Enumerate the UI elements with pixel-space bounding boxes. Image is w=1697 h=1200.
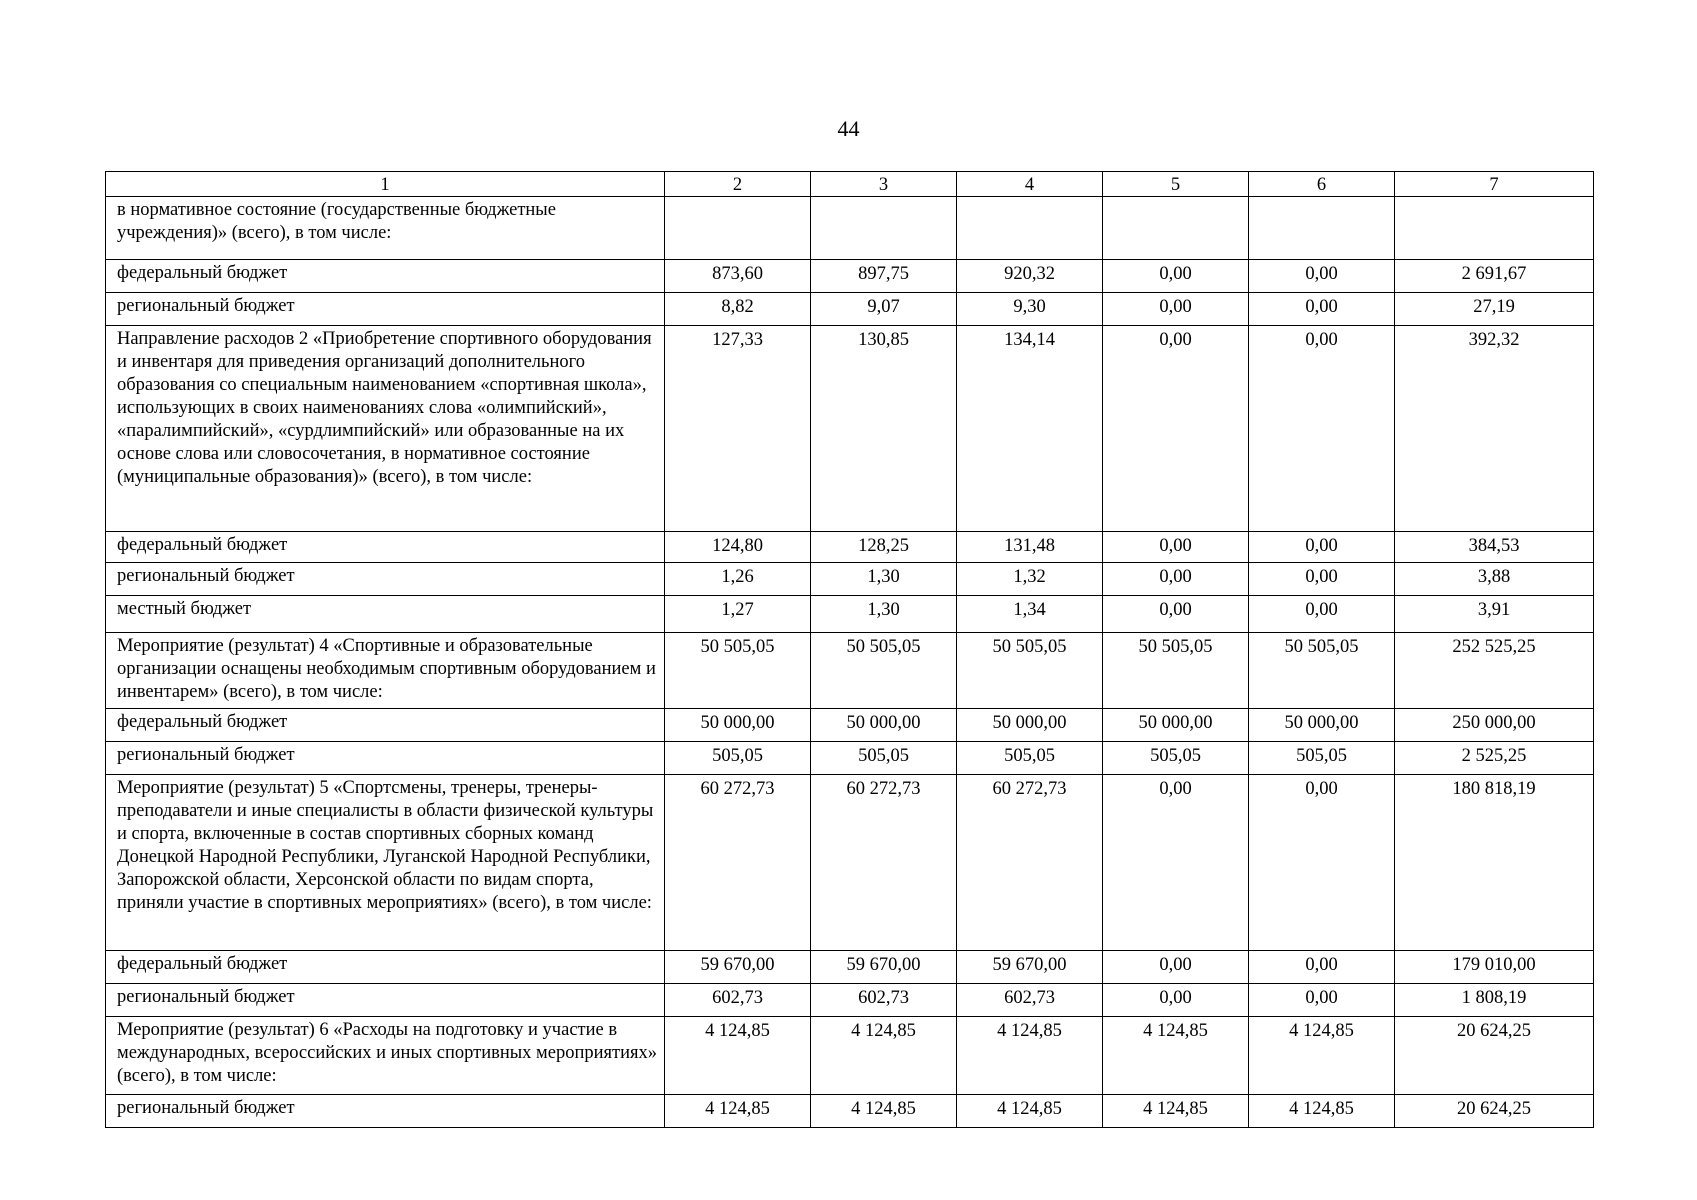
row-value: 1 808,19 — [1395, 984, 1594, 1017]
row-value: 0,00 — [1249, 951, 1395, 984]
row-label: федеральный бюджет — [106, 260, 665, 293]
row-value: 179 010,00 — [1395, 951, 1594, 984]
row-value: 59 670,00 — [957, 951, 1103, 984]
row-label: Мероприятие (результат) 6 «Расходы на подготовку и участие в международных, всероссийских и иных спортивных мероприятиях» (всего), в том числе: — [106, 1017, 665, 1095]
row-label: местный бюджет — [106, 596, 665, 633]
row-value: 602,73 — [665, 984, 811, 1017]
table-row — [106, 197, 1594, 260]
row-value: 59 670,00 — [665, 951, 811, 984]
row-value: 130,85 — [811, 326, 957, 532]
table-row — [106, 596, 1594, 633]
row-value: 20 624,25 — [1395, 1095, 1594, 1128]
row-value: 0,00 — [1103, 775, 1249, 951]
page-number: 44 — [837, 116, 860, 141]
table-row — [106, 326, 1594, 532]
row-value: 8,82 — [665, 293, 811, 326]
table-row — [106, 633, 1594, 709]
row-value: 505,05 — [811, 742, 957, 775]
row-label: региональный бюджет — [106, 563, 665, 596]
row-value: 384,53 — [1395, 532, 1594, 563]
table-row — [106, 709, 1594, 742]
row-value — [665, 197, 811, 260]
row-value: 50 505,05 — [1103, 633, 1249, 709]
row-value: 0,00 — [1103, 260, 1249, 293]
column-number: 6 — [1249, 172, 1395, 197]
row-value: 602,73 — [957, 984, 1103, 1017]
row-value: 4 124,85 — [811, 1095, 957, 1128]
row-value: 2 525,25 — [1395, 742, 1594, 775]
row-value: 505,05 — [957, 742, 1103, 775]
row-value: 180 818,19 — [1395, 775, 1594, 951]
row-label: Мероприятие (результат) 4 «Спортивные и образовательные организации оснащены необходимым спортивным оборудованием и инвентарем» (всего), в том числе: — [106, 633, 665, 709]
column-number-row — [106, 172, 1594, 197]
row-value — [1249, 197, 1395, 260]
row-value: 392,32 — [1395, 326, 1594, 532]
row-value: 1,34 — [957, 596, 1103, 633]
row-value: 920,32 — [957, 260, 1103, 293]
row-value: 124,80 — [665, 532, 811, 563]
row-value: 50 000,00 — [1103, 709, 1249, 742]
row-value: 60 272,73 — [811, 775, 957, 951]
row-value: 50 000,00 — [957, 709, 1103, 742]
row-value: 0,00 — [1249, 596, 1395, 633]
table-row — [106, 260, 1594, 293]
table-row — [106, 775, 1594, 951]
row-value: 9,30 — [957, 293, 1103, 326]
column-number: 1 — [106, 172, 665, 197]
row-value — [1103, 197, 1249, 260]
row-value: 0,00 — [1103, 293, 1249, 326]
row-value: 4 124,85 — [1103, 1095, 1249, 1128]
row-label: региональный бюджет — [106, 293, 665, 326]
row-value: 128,25 — [811, 532, 957, 563]
row-value: 4 124,85 — [1103, 1017, 1249, 1095]
row-value: 505,05 — [1103, 742, 1249, 775]
row-value: 1,30 — [811, 596, 957, 633]
row-value: 1,30 — [811, 563, 957, 596]
column-number: 7 — [1395, 172, 1594, 197]
row-value: 50 000,00 — [811, 709, 957, 742]
row-value: 602,73 — [811, 984, 957, 1017]
row-value: 0,00 — [1249, 532, 1395, 563]
row-value: 1,26 — [665, 563, 811, 596]
column-number: 4 — [957, 172, 1103, 197]
row-value: 0,00 — [1103, 326, 1249, 532]
row-label: федеральный бюджет — [106, 951, 665, 984]
row-value: 1,32 — [957, 563, 1103, 596]
table-row — [106, 293, 1594, 326]
row-value: 897,75 — [811, 260, 957, 293]
table-row — [106, 532, 1594, 563]
row-label: в нормативное состояние (государственные бюджетные учреждения)» (всего), в том числе: — [106, 197, 665, 260]
row-value: 0,00 — [1103, 984, 1249, 1017]
budget-table — [105, 171, 1594, 1128]
row-value: 1,27 — [665, 596, 811, 633]
row-label: Направление расходов 2 «Приобретение спортивного оборудования и инвентаря для приведения организаций дополнительного образования со специальным наименованием «спортивная школа», использующих в своих наименованиях слова «олимпийский», «паралимпийский», «сурдлимпийский» или образованные на их основе слова или словосочетания, в нормативное состояние (муниципальные образования)» (всего), в том числе: — [106, 326, 665, 532]
row-value: 50 000,00 — [665, 709, 811, 742]
row-value — [811, 197, 957, 260]
row-value: 20 624,25 — [1395, 1017, 1594, 1095]
row-value: 4 124,85 — [957, 1095, 1103, 1128]
row-value: 4 124,85 — [957, 1017, 1103, 1095]
row-value: 3,88 — [1395, 563, 1594, 596]
row-value: 59 670,00 — [811, 951, 957, 984]
row-value: 0,00 — [1103, 563, 1249, 596]
column-number: 2 — [665, 172, 811, 197]
row-value: 50 505,05 — [957, 633, 1103, 709]
row-value: 252 525,25 — [1395, 633, 1594, 709]
row-value: 4 124,85 — [1249, 1095, 1395, 1128]
row-value: 4 124,85 — [665, 1095, 811, 1128]
row-value — [957, 197, 1103, 260]
row-value: 0,00 — [1249, 326, 1395, 532]
row-label: Мероприятие (результат) 5 «Спортсмены, тренеры, тренеры-преподаватели и иные специалисты в области физической культуры и спорта, включенные в состав спортивных сборных команд Донецкой Народной Республики, Луганской Народной Республики, Запорожской области, Херсонской области по видам спорта, приняли участие в спортивных мероприятиях» (всего), в том числе: — [106, 775, 665, 951]
row-value: 250 000,00 — [1395, 709, 1594, 742]
row-value: 9,07 — [811, 293, 957, 326]
row-value: 0,00 — [1249, 775, 1395, 951]
row-value: 50 000,00 — [1249, 709, 1395, 742]
column-number: 3 — [811, 172, 957, 197]
row-value: 0,00 — [1249, 293, 1395, 326]
row-value: 50 505,05 — [811, 633, 957, 709]
row-value: 60 272,73 — [665, 775, 811, 951]
row-value — [1395, 197, 1594, 260]
row-value: 0,00 — [1103, 532, 1249, 563]
row-value: 4 124,85 — [665, 1017, 811, 1095]
row-value: 50 505,05 — [1249, 633, 1395, 709]
row-label: федеральный бюджет — [106, 709, 665, 742]
row-label: региональный бюджет — [106, 742, 665, 775]
row-value: 2 691,67 — [1395, 260, 1594, 293]
row-value: 0,00 — [1103, 951, 1249, 984]
row-label: федеральный бюджет — [106, 532, 665, 563]
row-value: 127,33 — [665, 326, 811, 532]
row-value: 873,60 — [665, 260, 811, 293]
row-value: 505,05 — [665, 742, 811, 775]
row-value: 0,00 — [1249, 984, 1395, 1017]
row-value: 27,19 — [1395, 293, 1594, 326]
table-row — [106, 1095, 1594, 1128]
row-value: 4 124,85 — [1249, 1017, 1395, 1095]
row-value: 0,00 — [1249, 260, 1395, 293]
row-value: 3,91 — [1395, 596, 1594, 633]
row-value: 0,00 — [1103, 596, 1249, 633]
column-number: 5 — [1103, 172, 1249, 197]
row-label: региональный бюджет — [106, 984, 665, 1017]
row-value: 505,05 — [1249, 742, 1395, 775]
row-value: 4 124,85 — [811, 1017, 957, 1095]
row-value: 60 272,73 — [957, 775, 1103, 951]
row-label: региональный бюджет — [106, 1095, 665, 1128]
table-row — [106, 951, 1594, 984]
table-row — [106, 1017, 1594, 1095]
table-row — [106, 742, 1594, 775]
table-row — [106, 984, 1594, 1017]
table-row — [106, 563, 1594, 596]
row-value: 50 505,05 — [665, 633, 811, 709]
row-value: 131,48 — [957, 532, 1103, 563]
row-value: 0,00 — [1249, 563, 1395, 596]
row-value: 134,14 — [957, 326, 1103, 532]
